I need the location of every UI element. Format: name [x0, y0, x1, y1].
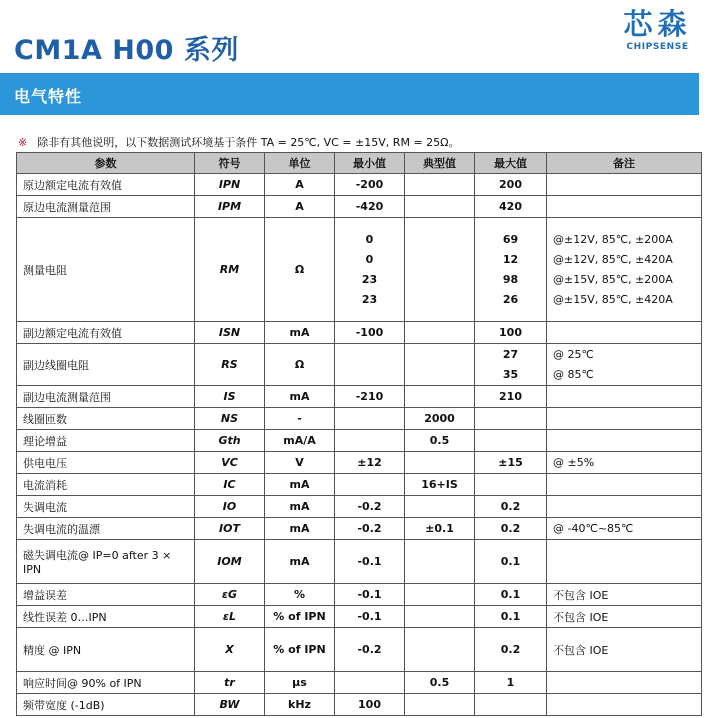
cell-min: -200 — [335, 174, 405, 196]
cell-max-line: 26 — [502, 292, 519, 306]
cell-remark-line: @±15V, 85℃, ±200A — [553, 272, 673, 286]
cell-param: 磁失调电流@ IP=0 after 3 × IPN — [17, 540, 195, 584]
cell-max: 210 — [475, 386, 547, 408]
cell-unit: V — [265, 452, 335, 474]
header-typ: 典型值 — [405, 153, 475, 174]
cell-remark: 不包含 IOE — [547, 584, 702, 606]
table-row — [17, 518, 702, 540]
cell-typ — [405, 344, 475, 386]
cell-min: -0.1 — [335, 584, 405, 606]
cell-remark — [547, 540, 702, 584]
cell-min: -0.1 — [335, 540, 405, 584]
cell-typ — [405, 496, 475, 518]
cell-max — [475, 218, 547, 322]
cell-typ — [405, 694, 475, 716]
cell-unit: % of IPN — [265, 628, 335, 672]
cell-symbol: εG — [195, 584, 265, 606]
cell-max — [475, 474, 547, 496]
header-symbol: 符号 — [195, 153, 265, 174]
table-row — [17, 196, 702, 218]
cell-max-line: 69 — [502, 232, 519, 246]
cell-max-line: 98 — [502, 272, 519, 286]
header-min: 最小值 — [335, 153, 405, 174]
cell-min — [335, 430, 405, 452]
cell-min: -100 — [335, 322, 405, 344]
cell-remark — [547, 496, 702, 518]
cell-max: ±15 — [475, 452, 547, 474]
cell-symbol: ISN — [195, 322, 265, 344]
cell-max — [475, 694, 547, 716]
logo-chinese-text: 芯森 — [623, 7, 692, 41]
cell-symbol: IC — [195, 474, 265, 496]
cell-unit: Ω — [265, 218, 335, 322]
cell-min-line: 0 — [365, 252, 374, 266]
table-header-row — [17, 153, 702, 174]
cell-min — [335, 408, 405, 430]
cell-max: 100 — [475, 322, 547, 344]
table-row — [17, 672, 702, 694]
cell-remark: 不包含 IOE — [547, 628, 702, 672]
cell-param: 线性误差 0…IPN — [17, 606, 195, 628]
header-param: 参数 — [17, 153, 195, 174]
cell-param: 副边线圈电阻 — [17, 344, 195, 386]
cell-param: 频带宽度 (-1dB) — [17, 694, 195, 716]
cell-param: 原边电流测量范围 — [17, 196, 195, 218]
cell-remark-line: @±15V, 85℃, ±420A — [553, 292, 673, 306]
cell-symbol: RM — [195, 218, 265, 322]
table-row — [17, 606, 702, 628]
cell-unit: mA — [265, 496, 335, 518]
page-title: CM1A H00 系列 — [14, 35, 239, 66]
cell-remark — [547, 196, 702, 218]
cell-symbol: NS — [195, 408, 265, 430]
cell-min — [335, 474, 405, 496]
cell-param: 响应时间@ 90% of IPN — [17, 672, 195, 694]
cell-max: 0.2 — [475, 518, 547, 540]
cell-max — [475, 408, 547, 430]
cell-param: 测量电阻 — [17, 218, 195, 322]
cell-symbol: IOT — [195, 518, 265, 540]
cell-param: 失调电流 — [17, 496, 195, 518]
cell-param: 电流消耗 — [17, 474, 195, 496]
cell-remark — [547, 694, 702, 716]
note-text: 除非有其他说明，以下数据测试环境基于条件 TA = 25℃, VC = ±15V, RM = 25Ω。 — [37, 136, 460, 149]
cell-remark-line: @ 25℃ — [553, 347, 594, 361]
cell-max: 0.2 — [475, 496, 547, 518]
cell-min — [335, 344, 405, 386]
note-mark: ※ — [18, 136, 28, 149]
cell-unit: % — [265, 584, 335, 606]
cell-remark — [547, 408, 702, 430]
cell-max — [475, 344, 547, 386]
header-remark: 备注 — [547, 153, 702, 174]
section-title: 电气特性 — [14, 87, 83, 106]
cell-min: -0.2 — [335, 518, 405, 540]
cell-symbol: IO — [195, 496, 265, 518]
cell-unit: mA — [265, 518, 335, 540]
electrical-characteristics-table — [16, 152, 702, 716]
cell-symbol: IPM — [195, 196, 265, 218]
cell-typ — [405, 174, 475, 196]
cell-max-line: 35 — [502, 367, 519, 381]
cell-typ: 0.5 — [405, 672, 475, 694]
cell-remark — [547, 174, 702, 196]
cell-unit: kHz — [265, 694, 335, 716]
table-row — [17, 628, 702, 672]
cell-param: 副边额定电流有效值 — [17, 322, 195, 344]
cell-max: 420 — [475, 196, 547, 218]
cell-unit: A — [265, 174, 335, 196]
cell-min-line: 23 — [361, 292, 378, 306]
cell-symbol: RS — [195, 344, 265, 386]
section-header-bar — [0, 73, 699, 115]
cell-max: 0.1 — [475, 606, 547, 628]
cell-max-line: 27 — [502, 347, 519, 361]
cell-typ: 16+IS — [405, 474, 475, 496]
table-row — [17, 452, 702, 474]
cell-symbol: VC — [195, 452, 265, 474]
cell-typ — [405, 628, 475, 672]
table-row — [17, 584, 702, 606]
cell-symbol: εL — [195, 606, 265, 628]
cell-remark — [547, 344, 702, 386]
table-row — [17, 344, 702, 386]
cell-remark — [547, 322, 702, 344]
table-body — [17, 174, 702, 716]
cell-min: ±12 — [335, 452, 405, 474]
cell-unit: mA — [265, 386, 335, 408]
cell-remark — [547, 474, 702, 496]
cell-unit: mA/A — [265, 430, 335, 452]
cell-min: -210 — [335, 386, 405, 408]
cell-remark — [547, 430, 702, 452]
cell-min: -0.2 — [335, 628, 405, 672]
table-row — [17, 174, 702, 196]
cell-remark-line: @ 85℃ — [553, 367, 594, 381]
cell-min-line: 23 — [361, 272, 378, 286]
cell-min: 100 — [335, 694, 405, 716]
cell-param: 原边额定电流有效值 — [17, 174, 195, 196]
cell-symbol: tr — [195, 672, 265, 694]
table-row — [17, 386, 702, 408]
header-unit: 单位 — [265, 153, 335, 174]
cell-unit: % of IPN — [265, 606, 335, 628]
cell-param: 失调电流的温漂 — [17, 518, 195, 540]
cell-unit: Ω — [265, 344, 335, 386]
cell-unit: μs — [265, 672, 335, 694]
cell-remark — [547, 672, 702, 694]
cell-typ — [405, 196, 475, 218]
cell-param: 线圈匝数 — [17, 408, 195, 430]
chipsense-logo — [610, 6, 705, 53]
cell-max: 0.2 — [475, 628, 547, 672]
cell-typ — [405, 452, 475, 474]
cell-unit: A — [265, 196, 335, 218]
cell-min — [335, 672, 405, 694]
cell-param: 精度 @ IPN — [17, 628, 195, 672]
cell-remark — [547, 218, 702, 322]
cell-symbol: IOM — [195, 540, 265, 584]
table-row — [17, 408, 702, 430]
cell-max-line: 12 — [502, 252, 519, 266]
cell-remark-line: @±12V, 85℃, ±200A — [553, 232, 673, 246]
cell-typ — [405, 322, 475, 344]
cell-param: 副边电流测量范围 — [17, 386, 195, 408]
cell-typ — [405, 606, 475, 628]
header-max: 最大值 — [475, 153, 547, 174]
cell-typ: ±0.1 — [405, 518, 475, 540]
table-row — [17, 430, 702, 452]
table-row — [17, 474, 702, 496]
cell-remark: 不包含 IOE — [547, 606, 702, 628]
logo-english-text: CHIPSENSE — [626, 42, 689, 52]
cell-max — [475, 430, 547, 452]
cell-typ — [405, 218, 475, 322]
cell-remark: @ -40℃~85℃ — [547, 518, 702, 540]
cell-min: -0.2 — [335, 496, 405, 518]
table-row — [17, 496, 702, 518]
cell-typ — [405, 540, 475, 584]
cell-min: -0.1 — [335, 606, 405, 628]
cell-param: 供电电压 — [17, 452, 195, 474]
cell-typ: 2000 — [405, 408, 475, 430]
cell-typ: 0.5 — [405, 430, 475, 452]
cell-max: 0.1 — [475, 584, 547, 606]
cell-typ — [405, 386, 475, 408]
cell-min: -420 — [335, 196, 405, 218]
table-row — [17, 694, 702, 716]
cell-unit: mA — [265, 540, 335, 584]
cell-max: 0.1 — [475, 540, 547, 584]
cell-unit: mA — [265, 322, 335, 344]
cell-remark: @ ±5% — [547, 452, 702, 474]
cell-remark — [547, 386, 702, 408]
cell-symbol: BW — [195, 694, 265, 716]
test-conditions-note — [18, 134, 460, 150]
cell-max: 200 — [475, 174, 547, 196]
cell-unit: - — [265, 408, 335, 430]
cell-max: 1 — [475, 672, 547, 694]
cell-symbol: X — [195, 628, 265, 672]
cell-param: 增益误差 — [17, 584, 195, 606]
cell-symbol: IS — [195, 386, 265, 408]
table-row — [17, 540, 702, 584]
table-row — [17, 218, 702, 322]
cell-symbol: IPN — [195, 174, 265, 196]
cell-param: 理论增益 — [17, 430, 195, 452]
table-row — [17, 322, 702, 344]
cell-symbol: Gth — [195, 430, 265, 452]
cell-min — [335, 218, 405, 322]
cell-remark-line: @±12V, 85℃, ±420A — [553, 252, 673, 266]
cell-min-line: 0 — [365, 232, 374, 246]
cell-typ — [405, 584, 475, 606]
cell-unit: mA — [265, 474, 335, 496]
